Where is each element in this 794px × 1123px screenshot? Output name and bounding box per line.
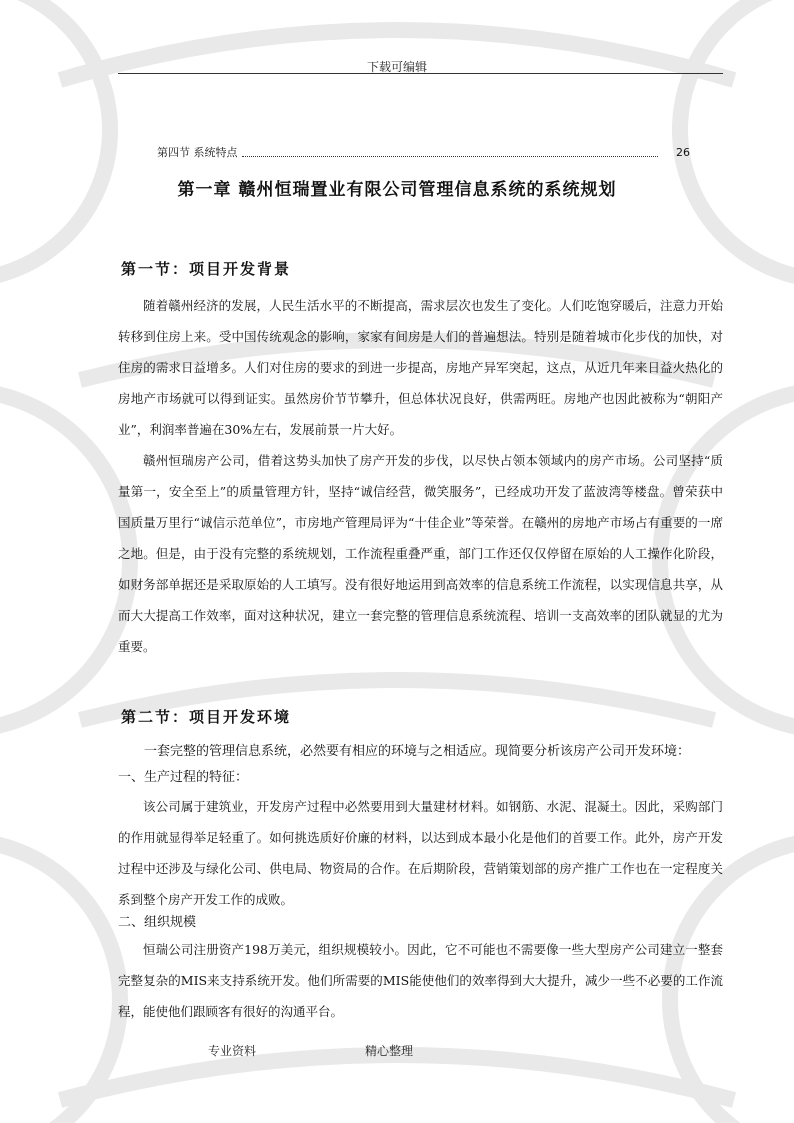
paragraph-background-1: 随着赣州经济的发展，人民生活水平的不断提高，需求层次也发生了变化。人们吃饱穿暖后，注意力开始转移到住房上来。受中国传统观念的影响，家家有间房是人们的普遍想法。特别是随着城市化步伐的加快，对住房的需求日益增多。人们对住房的要求的到进一步提高，房地产异军突起，这点，从近几年来日益火热化的房地产市场就可以得到证实。虽然房价节节攀升，但总体状况良好，供需两旺。房地产也因此被称为“朝阳产业”，利润率普遍在30%左右，发展前景一片大好。: [118, 298, 723, 437]
page-header: 下载可编辑: [366, 60, 427, 74]
footer-left-text: 专业资料: [208, 1044, 257, 1058]
subheading-organization-scale: 二、组织规模: [118, 915, 197, 930]
toc-dot-leader: [242, 148, 659, 157]
section-title-background: 第一节：项目开发背景: [121, 260, 292, 278]
paragraph-organization-scale: 恒瑞公司注册资产198万美元，组织规模较小。因此，它不可能也不需要像一些大型房产公司建立一整套完整复杂的MIS来支持系统开发。他们所需要的MIS能使他们的效率得到大大提升，减少一些不必要的工作流程，能使他们跟顾客有很好的沟通平台。: [118, 942, 723, 1019]
chapter-title: 第一章 赣州恒瑞置业有限公司管理信息系统的系统规划: [177, 180, 617, 200]
paragraph-environment-intro: 一套完整的管理信息系统，必然要有相应的环境与之相适应。现简要分析该房产公司开发环境：: [144, 744, 691, 759]
toc-entry-page: 26: [676, 145, 690, 159]
section-title-environment: 第二节：项目开发环境: [121, 708, 292, 726]
footer-right-text: 精心整理: [365, 1044, 414, 1058]
header-divider: [118, 73, 723, 74]
subheading-production-process: 一、生产过程的特征：: [118, 770, 249, 785]
toc-entry: [157, 144, 690, 160]
paragraph-background-2: 赣州恒瑞房产公司，借着这势头加快了房产开发的步伐，以尽快占领本领域内的房产市场。公司坚持“质量第一，安全至上”的质量管理方针，坚持“诚信经营，微笑服务”，已经成功开发了蓝波湾等楼盘。曾荣获中国质量万里行“诚信示范单位”，市房地产管理局评为“十佳企业”等荣誉。在赣州的房地产市场占有重要的一席之地。但是，由于没有完整的系统规划，工作流程重叠严重，部门工作还仅仅停留在原始的人工操作化阶段，如财务部单据还是采取原始的人工填写。没有很好地运用到高效率的信息系统工作流程，以实现信息共享，从而大大提高工作效率，面对这种状况，建立一套完整的管理信息系统流程、培训一支高效率的团队就显的尤为重要。: [118, 453, 723, 654]
toc-entry-label: 第四节 系统特点: [157, 146, 238, 159]
paragraph-production-process: 该公司属于建筑业，开发房产过程中必然要用到大量建材材料。如钢筋、水泥、混凝土。因此，采购部门的作用就显得举足轻重了。如何挑选质好价廉的材料，以达到成本最小化是他们的首要工作。此外，房产开发过程中还涉及与绿化公司、供电局、物资局的合作。在后期阶段，营销策划部的房产推广工作也在一定程度关系到整个房产开发工作的成败。: [118, 799, 723, 907]
